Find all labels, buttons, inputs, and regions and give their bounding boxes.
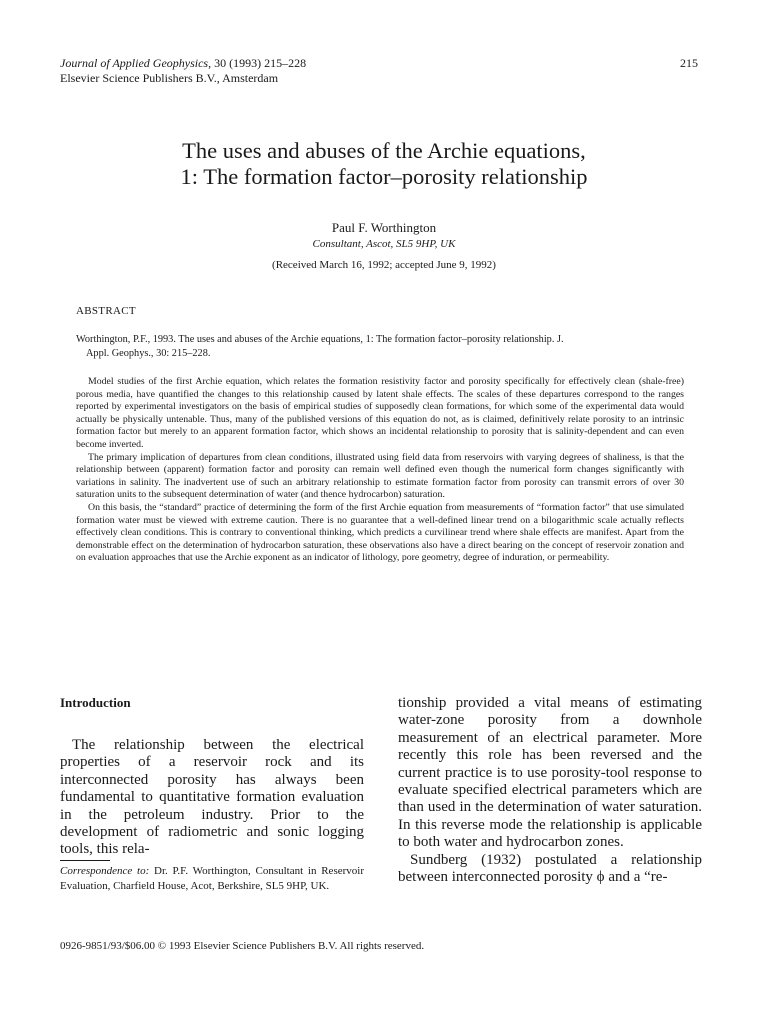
author-affiliation: Consultant, Ascot, SL5 9HP, UK [312, 238, 456, 250]
footnote-label: Correspondence to: [60, 865, 150, 877]
publisher: Elsevier Science Publishers B.V., Amsterdam [60, 71, 279, 85]
abstract-body [76, 376, 684, 565]
body-paragraph: tionship provided a vital means of estimating water-zone porosity from a downhole measurement of an electrical parameter. More recently this role has been reversed and the current practice is to use porosity-tool response to evaluate specified electrical parameters which are than used in the determination of water saturation. In this reverse mode the relationship is applicable to both water and hydrocarbon zones. [398, 695, 702, 851]
left-column [60, 695, 364, 859]
author-name: Paul F. Worthington [331, 220, 437, 235]
journal-name: Journal of Applied Geophysics [60, 56, 209, 70]
footnote-text: Dr. P.F. Worthington, Consultant in Reservoir Evaluation, Charfield House, Acot, Berkshire, SL5 9HP, UK. [60, 865, 364, 892]
page-number: 215 [680, 56, 698, 70]
body-paragraph: Sundberg (1932) postulated a relationship between interconnected porosity ϕ and a “re- [398, 851, 702, 886]
copyright-line: 0926-9851/93/$06.00 © 1993 Elsevier Science Publishers B.V. All rights reserved. [60, 940, 425, 952]
abstract-paragraph: Model studies of the first Archie equation, which relates the formation resistivity factor and porosity specifically for effectively clean (shale-free) porous media, have quantified the changes to this relationship caused by latent shale effects. The scales of these departures correspond to the ranges reported by experimental investigators on the basis of empirical studies of supposedly clean formations, for which some of the experimental data would actually be physically untenable. Thus, many of the published versions of this equation do not, as is claimed, definitively relate porosity to an intrinsic formation factor but merely to an apparent formation factor, which shows an incidental relationship to porosity that is salinity-dependent and can even become inverted. [76, 376, 684, 450]
title-line-1: The uses and abuses of the Archie equations, [182, 138, 586, 163]
abstract-paragraph: The primary implication of departures from clean conditions, illustrated using field data from reservoirs with varying degrees of shaliness, is that the relationship between (apparent) formation factor and porosity can remain well defined even though the numerical form changes significantly with variations in salinity. The inadvertent use of such an arbitrary relationship to estimate formation factor from porosity can transmit errors of over 30 saturation units to the subsequent determination of water (and thence hydrocarbon) saturation. [76, 451, 684, 501]
journal-reference: , 30 (1993) 215–228 [208, 56, 307, 70]
correspondence-footnote [60, 864, 364, 894]
section-heading-introduction: Introduction [60, 695, 131, 710]
right-column [398, 695, 702, 886]
body-paragraph: The relationship between the electrical properties of a reservoir rock and its interconnected porosity has always been fundamental to quantitative formation evaluation in the petroleum industry. Prior to the development of radiometric and sonic logging tools, this rela- [60, 737, 364, 858]
abstract-heading: ABSTRACT [76, 305, 136, 317]
received-dates: (Received March 16, 1992; accepted June 9, 1992) [272, 259, 496, 271]
paper-title [60, 138, 708, 190]
abstract-citation [76, 333, 684, 361]
footnote-divider [60, 860, 110, 861]
journal-citation [60, 56, 306, 71]
abstract-paragraph: On this basis, the “standard” practice of determining the form of the first Archie equation from measurements of “formation factor” that use simulated formation water must be viewed with extreme caution. There is no guarantee that a well-defined linear trend on a bilogarithmic scale actually reflects effectively clean conditions. This is contrary to conventional thinking, which predicts a curvilinear trend where shale effects are manifest. Apart from the demonstrable effect on the determination of hydrocarbon saturation, these observations also have a direct bearing on the concept of reservoir zonation and on evaluation approaches that use the Archie exponent as an indicator of lithology, pore geometry, degree of induration, or permeability. [76, 501, 684, 564]
citation-line-1: Worthington, P.F., 1993. The uses and abuses of the Archie equations, 1: The formation factor–porosity relationship. J. [76, 334, 564, 345]
journal-header [60, 56, 306, 86]
title-line-2: 1: The formation factor–porosity relationship [180, 164, 588, 189]
citation-line-2: Appl. Geophys., 30: 215–228. [86, 348, 211, 359]
